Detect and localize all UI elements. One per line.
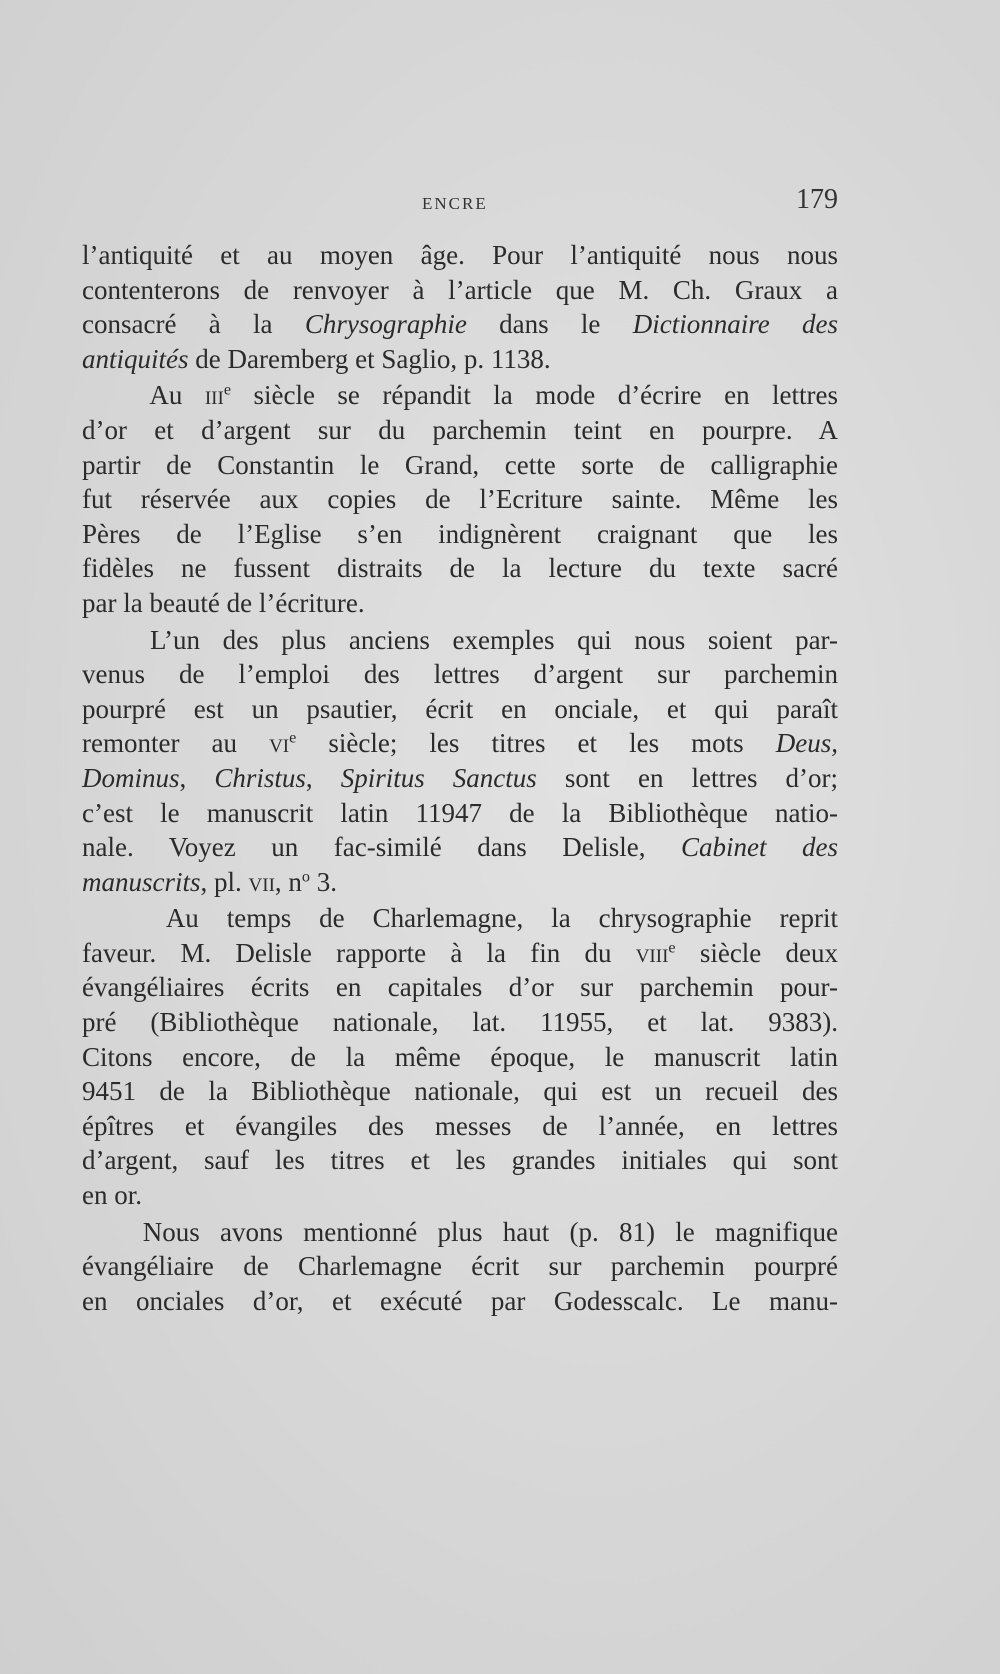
body-text [82,238,838,1320]
text-line: Citons encore, de la même époque, le manuscrit latin [82,1041,838,1072]
text-line: c’est le manuscrit latin 11947 de la Bibliothèque natio- [82,797,838,828]
text-line: L’un des plus anciens exemples qui nous soient par- [82,624,838,655]
text-line: pré (Bibliothèque nationale, lat. 11955, et lat. 9383). [82,1007,838,1038]
text-line: antiquités de Daremberg et Saglio, p. 1138. [82,343,551,374]
text-line: en or. [82,1180,142,1211]
paragraph-5 [82,1215,838,1319]
text-line: épîtres et évangiles des messes de l’année, en lettres [82,1110,838,1141]
paragraph-3 [82,623,838,900]
text-line: nale. Voyez un fac-similé dans Delisle, Cabinet des [82,832,838,863]
text-line: Au iii$^e$ siècle se répandit la mode d’écrire en lettres [82,380,838,411]
page-number: 179 [796,184,838,215]
text-line: évangéliaire de Charlemagne écrit sur parchemin pourpré [82,1251,838,1282]
text-line: évangéliaires écrits en capitales d’or sur parchemin pour- [82,972,838,1003]
running-head: ENCRE [422,194,488,213]
paragraph-1 [82,238,838,376]
text-line: Dominus, Christus, Spiritus Sanctus sont en lettres d’or; [82,762,839,793]
text-line: Au temps de Charlemagne, la chrysographie reprit [82,903,838,934]
text-line: venus de l’emploi des lettres d’argent sur parchemin [82,659,838,690]
text-line: par la beauté de l’écriture. [82,587,365,618]
text-line: en onciales d’or, et exécuté par Godesscalc. Le manu- [82,1285,838,1316]
text-line: faveur. M. Delisle rapporte à la fin du viii$^e$ siècle deux [82,937,838,968]
text-line: fidèles ne fussent distraits de la lecture du texte sacré [82,553,838,584]
paragraph-2 [82,378,838,620]
text-line: partir de Constantin le Grand, cette sorte de calligraphie [82,449,838,480]
text-line: Nous avons mentionné plus haut (p. 81) le magnifique [82,1216,838,1247]
text-line: manuscrits, pl. vii, $n^o$ 3. [82,866,338,897]
page-header [82,184,838,226]
text-line: contenterons de renvoyer à l’article que M. Ch. Graux a [82,274,838,305]
paragraph-4 [82,901,838,1212]
text-line: l’antiquité et au moyen âge. Pour l’antiquité nous nous [82,240,838,270]
text-line: 9451 de la Bibliothèque nationale, qui est un recueil des [82,1076,838,1107]
text-line: d’argent, sauf les titres et les grandes initiales qui sont [82,1145,838,1176]
text-line: fut réservée aux copies de l’Ecriture sainte. Même les [82,484,838,515]
text-line: remonter au $vi^e$ siècle; les titres et les mots Deus, [82,728,838,759]
text-line: pourpré est un psautier, écrit en onciale, et qui paraît [82,693,838,724]
text-line: d’or et d’argent sur du parchemin teint en pourpre. A [82,414,838,445]
text-line: consacré à la Chrysographie dans le Dictionnaire des [82,309,839,340]
text-line: Pères de l’Eglise s’en indignèrent craignant que les [82,518,838,549]
